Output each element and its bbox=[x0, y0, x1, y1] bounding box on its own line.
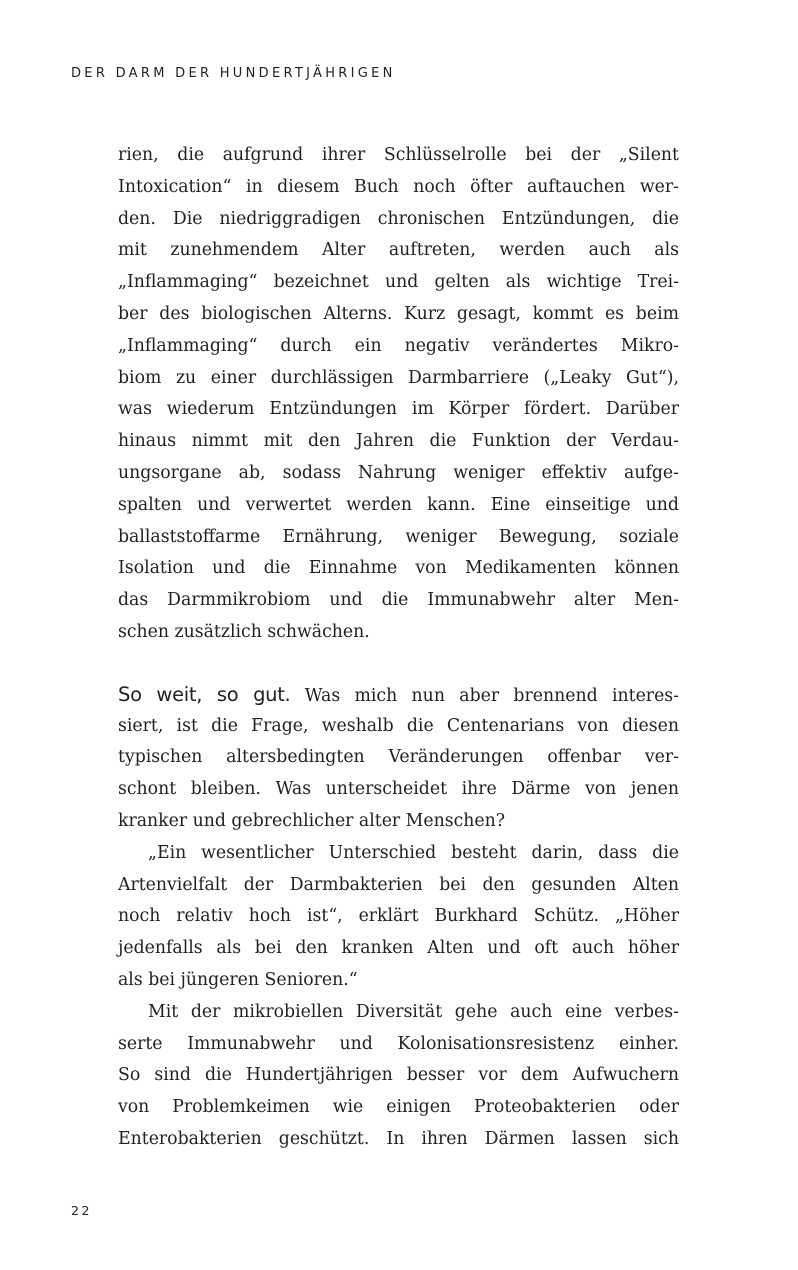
text-line: serte Immunabwehr und Kolonisationsresistenz einher. bbox=[118, 1033, 679, 1054]
text-line: biom zu einer durchlässigen Darmbarriere („Leaky Gut“), bbox=[118, 367, 679, 388]
text-line: Isolation und die Einnahme von Medikamenten können bbox=[118, 558, 679, 579]
running-head: DER DARM DER HUNDERTJÄHRIGEN bbox=[71, 66, 396, 81]
paragraph bbox=[118, 679, 679, 838]
text-line: Enterobakterien geschützt. In ihren Därmen lassen sich bbox=[118, 1128, 679, 1149]
text-line: rien, die aufgrund ihrer Schlüsselrolle bei der „Silent bbox=[118, 145, 679, 165]
paragraph bbox=[118, 140, 679, 649]
text-line: schont bleiben. Was unterscheidet ihre Därme von jenen bbox=[118, 779, 679, 800]
text-line: den. Die niedriggradigen chronischen Entzündungen, die bbox=[118, 208, 679, 229]
text-line: ber des biologischen Alterns. Kurz gesagt, kommt es beim bbox=[118, 303, 679, 324]
text-line: „Inflammaging“ bezeichnet und gelten als wichtige Trei- bbox=[118, 272, 679, 293]
text-line-rest: Was mich nun aber brennend interes- bbox=[290, 685, 679, 706]
text-line: ungsorgane ab, sodass Nahrung weniger effektiv aufge- bbox=[118, 462, 679, 483]
text-line: „Inflammaging“ durch ein negativ verändertes Mikro- bbox=[118, 335, 679, 356]
text-line: als bei jüngeren Senioren.“ bbox=[118, 969, 358, 990]
paragraph bbox=[118, 838, 679, 997]
text-line: was wiederum Entzündungen im Körper fördert. Darüber bbox=[118, 399, 679, 420]
text-line: mit zunehmendem Alter auftreten, werden auch als bbox=[118, 240, 679, 261]
body-text bbox=[118, 140, 679, 1156]
text-line: Intoxication“ in diesem Buch noch öfter auftauchen wer- bbox=[118, 176, 679, 197]
text-line: hinaus nimmt mit den Jahren die Funktion der Verdau- bbox=[118, 431, 679, 452]
text-line: das Darmmikrobiom und die Immunabwehr alter Men- bbox=[118, 590, 679, 611]
text-line bbox=[118, 679, 679, 711]
text-line: schen zusätzlich schwächen. bbox=[118, 621, 370, 642]
text-line: spalten und verwertet werden kann. Eine einseitige und bbox=[118, 494, 679, 515]
text-line: kranker und gebrechlicher alter Menschen? bbox=[118, 810, 506, 831]
paragraph bbox=[118, 997, 679, 1156]
text-line: Artenvielfalt der Darmbakterien bei den gesunden Alten bbox=[118, 874, 679, 895]
text-line: ballaststoffarme Ernährung, weniger Bewegung, soziale bbox=[118, 526, 679, 547]
text-line: typischen altersbedingten Veränderungen offenbar ver- bbox=[118, 747, 679, 768]
text-line: So sind die Hundertjährigen besser vor dem Aufwuchern bbox=[118, 1065, 679, 1086]
page-number: 22 bbox=[71, 1203, 92, 1218]
text-line: noch relativ hoch ist“, erklärt Burkhard Schütz. „Höher bbox=[118, 906, 679, 927]
text-line: von Problemkeimen wie einigen Proteobakterien oder bbox=[118, 1097, 679, 1118]
text-line: jedenfalls als bei den kranken Alten und oft auch höher bbox=[118, 938, 679, 959]
lead-in-phrase: So weit, so gut. bbox=[118, 682, 291, 706]
text-line: Mit der mikrobiellen Diversität gehe auch eine verbes- bbox=[148, 1001, 679, 1022]
section-break bbox=[118, 649, 679, 679]
text-line: „Ein wesentlicher Unterschied besteht darin, dass die bbox=[148, 842, 679, 863]
text-line: siert, ist die Frage, weshalb die Centenarians von diesen bbox=[118, 715, 679, 736]
